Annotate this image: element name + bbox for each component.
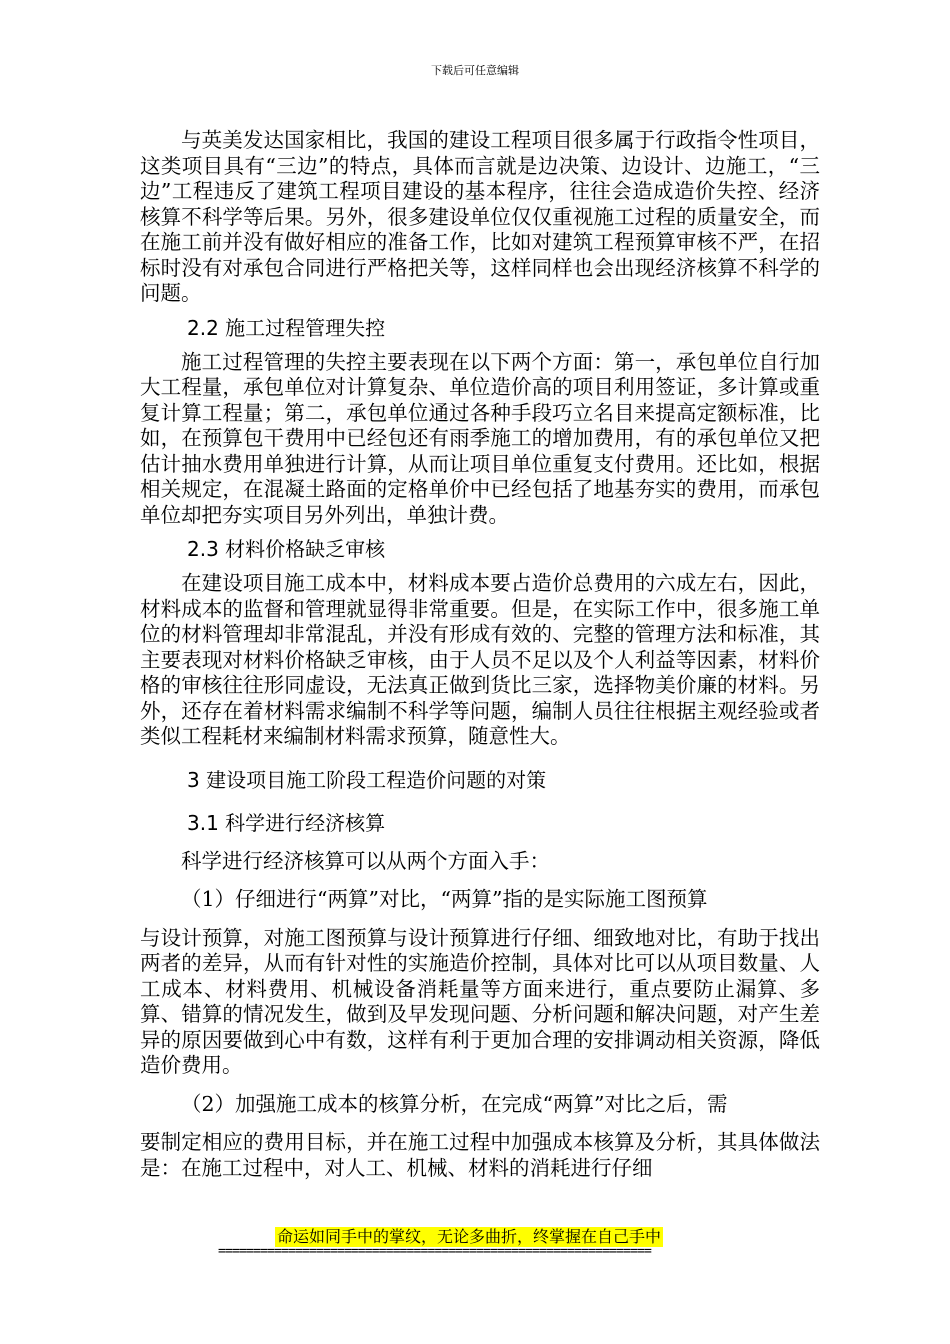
paragraph-item-1-lead: （1）仔细进行“两算”对比，“两算”指的是实际施工图预算 (181, 887, 708, 911)
paragraph-item-2-body: 要制定相应的费用目标，并在施工过程中加强成本核算及分析，其具体做法是：在施工过程中，对人工、机械、材料的消耗进行仔细 (140, 1130, 820, 1180)
paragraph-project-nature: 与英美发达国家相比，我国的建设工程项目很多属于行政指令性项目，这类项目具有“三边”的特点，具体而言就是边决策、边设计、边施工，“三边”工程违反了建筑工程项目建设的基本程序，往往会造成造价失控、经济核算不科学等后果。另外，很多建设单位仅仅重视施工过程的质量安全，而在施工前并没有做好相应的准备工作，比如对建筑工程预算审核不严，在招标时没有对承包合同进行严格把关等，这样同样也会出现经济核算不科学的问题。 (140, 128, 820, 305)
document-body (140, 128, 820, 1181)
footer-motto-highlight: 命运如同手中的掌纹，无论多曲折，终掌握在自己手中 (277, 1227, 662, 1246)
paragraph-material-cost: 在建设项目施工成本中，材料成本要占造价总费用的六成左右，因此，材料成本的监督和管理就显得非常重要。但是，在实际工作中，很多施工单位的材料管理却非常混乱，并没有形成有效的、完整的管理方法和标准，其主要表现对材料价格缺乏审核，由于人员不足以及个人利益等因素，材料价格的审核往往形同虚设，无法真正做到货比三家，选择物美价廉的材料。另外，还存在着材料需求编制不科学等问题，编制人员往往根据主观经验或者类似工程耗材来编制材料需求预算，随意性大。 (140, 571, 820, 748)
section-heading-3: 3 建设项目施工阶段工程造价问题的对策 (187, 767, 547, 792)
paragraph-item-1-body: 与设计预算，对施工图预算与设计预算进行仔细、细致地对比，有助于找出两者的差异，从而有针对性的实施造价控制，具体对比可以从项目数量、人工成本、材料费用、机械设备消耗量等方面来进行，重点要防止漏算、多算、错算的情况发生，做到及早发现问题、分析问题和解决问题，对产生差异的原因要做到心中有数，这样有利于更加合理的安排调动相关资源，降低造价费用。 (140, 925, 820, 1077)
page-header-note: 下载后可任意编辑 (431, 64, 519, 77)
section-heading-2-3: 2.3 材料价格缺乏审核 (187, 537, 386, 561)
section-heading-3-1: 3.1 科学进行经济核算 (187, 810, 386, 835)
footer-separator-line: ============================================================== (218, 1244, 651, 1259)
paragraph-construction-management: 施工过程管理的失控主要表现在以下两个方面：第一，承包单位自行加大工程量，承包单位对计算复杂、单位造价高的项目利用签证，多计算或重复计算工程量；第二，承包单位通过各种手段巧立名目来提高定额标准，比如，在预算包干费用中已经包还有雨季施工的增加费用，有的承包单位又把估计抽水费用单独进行计算，从而让项目单位重复支付费用。还比如，根据相关规定，在混凝土路面的定格单价中已经包括了地基夯实的费用，而承包单位却把夯实项目另外列出，单独计费。 (140, 349, 820, 527)
section-heading-2-2: 2.2 施工过程管理失控 (187, 315, 386, 340)
paragraph-item-2-lead: （2）加强施工成本的核算分析，在完成“两算”对比之后，需 (181, 1091, 728, 1116)
paragraph-intro-two-aspects: 科学进行经济核算可以从两个方面入手： (181, 848, 550, 873)
